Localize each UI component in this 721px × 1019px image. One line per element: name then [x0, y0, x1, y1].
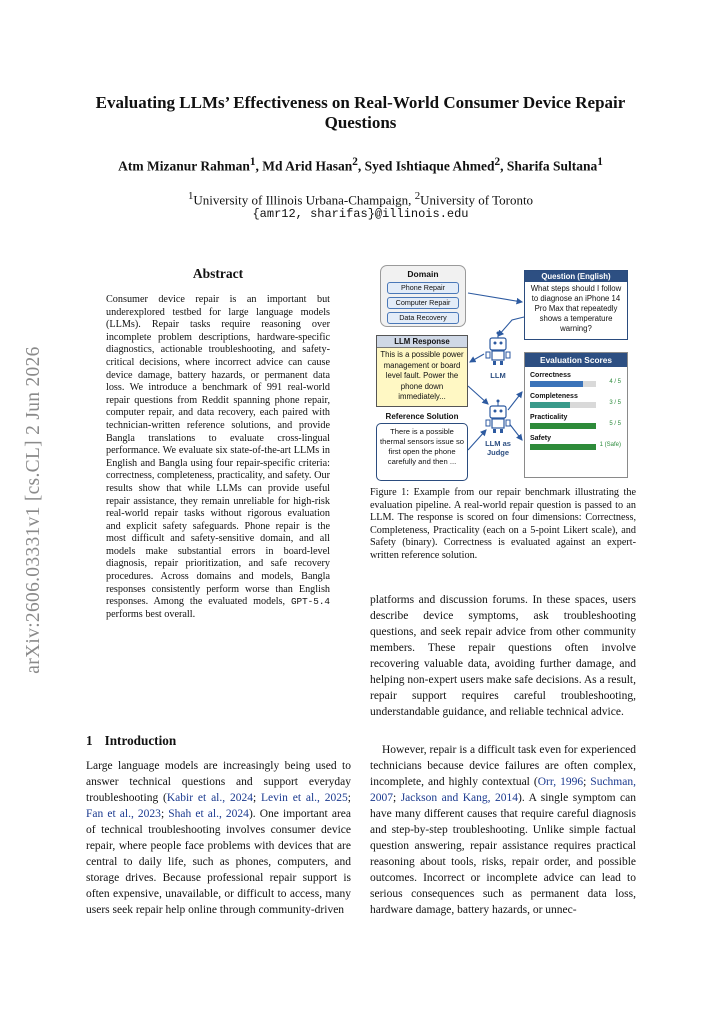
evaluation-title: Evaluation Scores [525, 353, 627, 367]
arxiv-sidebar [14, 300, 54, 720]
author-affiliation: 1 [597, 156, 603, 168]
arxiv-id: arXiv:2606.03331v1 [cs.CL] 2 Jun 2026 [23, 346, 44, 674]
robot-judge-icon [486, 400, 510, 434]
author-email: {amr12, sharifas}@illinois.edu [252, 207, 469, 221]
score-bar [530, 443, 627, 451]
body-paragraph: platforms and discussion forums. In these spaces, users describe device symptoms, ask troubleshooting questions, and seek repair advice from other community members. These repair questions often involve recovering valuable data, avoiding further damage, and helping non-expert users make safe decisions. As a result, repair support requires careful troubleshooting, understandable guidance, and reliable technical advice. [370, 594, 636, 718]
figure-1 [372, 262, 635, 484]
robot-llm-icon [486, 332, 510, 366]
author-list: Atm Mizanur Rahman$^1$, Md Arid Hasan$^2$, Syed Ishtiaque Ahmed$^2$, Sharifa Sultana$^1$ [118, 156, 603, 174]
domain-title: Domain [407, 269, 439, 279]
affiliations: $^1$University of Illinois Urbana-Champaign, $^2$University of Toronto [187, 190, 534, 208]
citation-link[interactable]: Fan et al., 2023 [86, 808, 161, 820]
domain-box [380, 265, 466, 327]
llm-label: LLM [490, 371, 506, 380]
score-bar-fill [530, 444, 596, 450]
question-title: Question (English) [525, 271, 627, 282]
score-value: 5 / 5 [609, 421, 621, 427]
section-heading-introduction: 1 Introduction [86, 733, 177, 748]
citation-link[interactable]: Jackson and Kang, 2014 [400, 792, 519, 804]
model-name: GPT-5.4 [290, 596, 330, 608]
llm-response-box [376, 335, 468, 407]
domain-pill: Data Recovery [387, 312, 459, 324]
score-bar-fill [530, 402, 570, 408]
score-bar [530, 380, 627, 388]
citation-link[interactable]: Shah et al., 2024 [168, 808, 249, 820]
score-value: 4 / 5 [609, 379, 621, 385]
score-criterion-label: Completeness [530, 393, 578, 400]
llm-response-text: This is a possible power management or board level fault. Power the phone down immediately... [380, 350, 464, 401]
domain-pill: Phone Repair [387, 282, 459, 294]
score-list [525, 372, 627, 451]
introduction-paragraph: Large language models are increasingly being used to answer technical questions and support everyday troubleshooting (Kabir et al., 2024; Levin et al., 2025; Fan et al., 2023; Shah et al., 2024). One important area of technical troubleshooting involves consumer device repair, where people face problems with devices that are central to daily life, such as phones, computers, and storage drives. Because professional repair support is often expensive, unavailable, or difficult to access, many users seek repair help online through community-driven [86, 760, 351, 916]
abstract-text: Consumer device repair is an important but underexplored testbed for large language models (LLMs). Repair tasks require reasoning over incomplete problem descriptions, hardware-specific diagnostics, actionable troubleshooting, and safety-critical decisions, where incorrect advice can cause device damage, battery hazards, or permanent data loss. We introduce a benchmark of 991 real-world repair questions from Reddit spanning phone repair, computer repair, and data recovery, each paired with technician-written reference solutions, and provide Bangla translations to evaluate cross-lingual performance. We evaluate six state-of-the-art LLMs in English and Bangla using four repair-specific criteria: correctness, completeness, practicality, and safety. Our results show that while LLMs can provide useful repair assistance, they remain unreliable for high-risk real-world repair tasks without rigorous evaluation and explicit safety safeguards. Phone repair is the most difficult and safety-sensitive domain, and all models make substantial errors in board-level diagnosis, repair prioritization, and safe recovery procedures. Across domains and models, Bangla responses consistently perform worse than English responses. Among the evaluated models, GPT-5.4 performs best overall. [106, 294, 330, 620]
score-bar-fill [530, 423, 596, 429]
citation-link[interactable]: Kabir et al., 2024 [166, 792, 253, 804]
judge-label: LLM as Judge [485, 439, 511, 457]
reference-text: There is a possible thermal sensors issue so first open the phone carefully and then ... [380, 427, 464, 466]
author-name: Atm Mizanur Rahman [118, 158, 250, 174]
score-criterion-label: Practicality [530, 414, 568, 421]
score-bar [530, 401, 627, 409]
citation-link[interactable]: Orr, 1996 [537, 776, 584, 788]
citation-link[interactable]: Levin et al., 2025 [261, 792, 348, 804]
author-affiliation: 2 [352, 156, 358, 168]
reference-title: Reference Solution [385, 412, 459, 421]
score-value: 3 / 5 [609, 400, 621, 406]
score-value: 1 (Safe) [599, 442, 621, 448]
reference-box [376, 423, 468, 481]
abstract-heading: Abstract [192, 266, 244, 281]
author-name: Syed Ishtiaque Ahmed [364, 158, 495, 174]
author-affiliation: 1 [249, 156, 256, 168]
author-name: Sharifa Sultana [506, 158, 598, 174]
score-criterion-label: Safety [530, 435, 552, 442]
domain-pill: Computer Repair [387, 297, 459, 309]
score-bar [530, 422, 627, 430]
question-box [524, 270, 628, 340]
body-paragraph: However, repair is a difficult task even for experienced technicians because device failures are often complex, incomplete, and highly contextual (Orr, 1996; Suchman, 2007; Jackson and Kang, 2014). A single symptom can have many different causes that require careful diagnosis and step-by-step troubleshooting. Unlike simple factual question answering, repair assistance requires practical reasoning about tools, risks, repair order, and possible outcomes. Incorrect or incomplete advice can lead to serious consequences such as permanent data loss, hardware damage, battery hazards, or unnec- [370, 744, 636, 916]
figure-caption: Figure 1: Example from our repair benchmark illustrating the evaluation pipeline. A real-world repair question is passed to an LLM. The response is scored on four dimensions: Correctness, Completeness, Practicality (each on a 5-point Likert scale), and Safety (binary). Correctness is evaluated against an expert-written reference solution. [370, 487, 636, 561]
author-name: Md Arid Hasan [262, 158, 353, 174]
llm-response-title: LLM Response [377, 336, 467, 348]
question-text: What steps should I follow to diagnose an iPhone 14 Pro Max that repeatedly shows a temperature warning? [530, 284, 622, 333]
author-affiliation: 2 [494, 156, 501, 168]
paper-title: Evaluating LLMs’ Effectiveness on Real-World Consumer Device Repair Questions [95, 93, 626, 132]
score-bar-fill [530, 381, 583, 387]
citation-link[interactable]: Suchman, 2007 [370, 776, 636, 804]
evaluation-box [524, 352, 628, 478]
score-criterion-label: Correctness [530, 372, 571, 379]
